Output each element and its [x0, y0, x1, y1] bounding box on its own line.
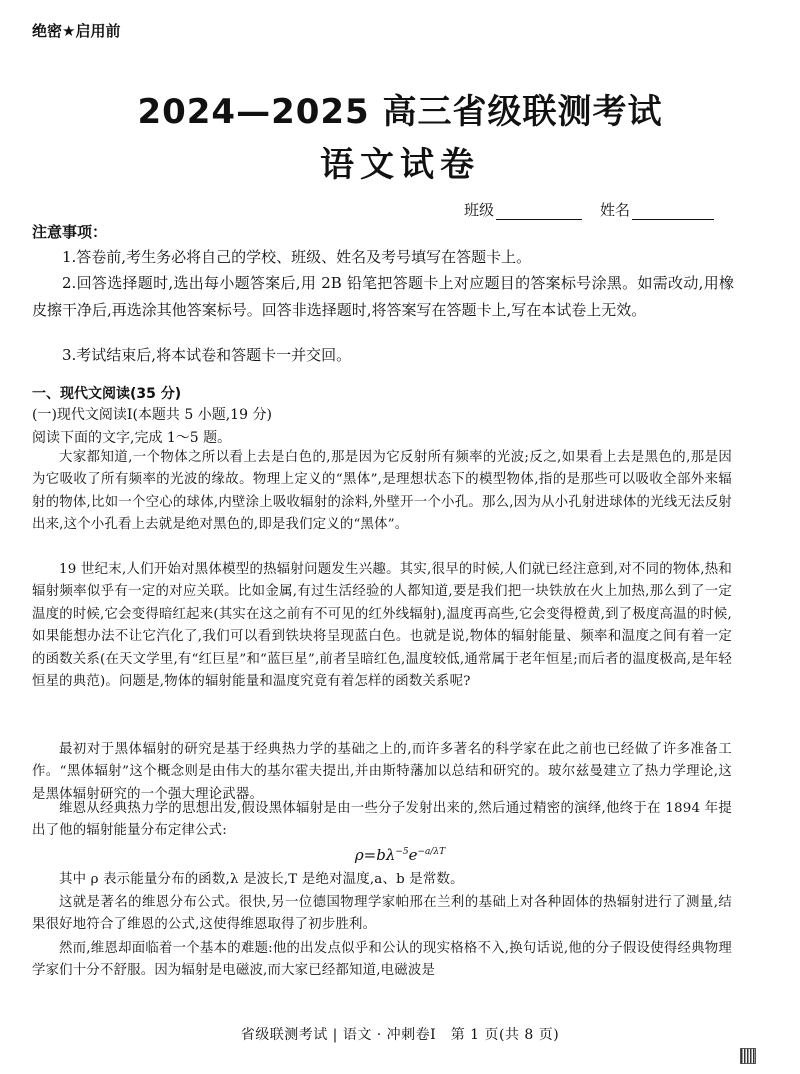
wien-formula	[0, 846, 800, 864]
notice-item: 1.答卷前,考生务必将自己的学校、班级、姓名及考号填写在答题卡上。	[62, 248, 532, 266]
exam-subtitle: 语文试卷	[320, 145, 480, 185]
formula-base: ρ=bλ	[354, 846, 396, 864]
passage-paragraph: 19 世纪末,人们开始对黑体模型的热辐射问题发生兴趣。其实,很早的时候,人们就已经注意到,对不同的物体,热和辐射频率似乎有一定的对应关联。比如金属,有过生活经验的人都知道,要是我们把一块铁放在火上加热,那么到了一定温度的时候,它会变得暗红起来(其实在这之前有不可见的红外线辐射),温度再高些,它会变得橙黄,到了极度高温的时候,如果能想办法不让它汽化了,我们可以看到铁块将呈现蓝白色。也就是说,物体的辐射能量、频率和温度之间有着一定的函数关系(在天文学里,有“红巨星”和“蓝巨星”,前者呈暗红色,温度较低,通常属于老年恒星;而后者的温度极高,是年轻恒星的典范)。问题是,物体的辐射能量和温度究竟有着怎样的函数关系呢?	[32, 562, 732, 690]
passage-paragraph: 这就是著名的维恩分布公式。很快,另一位德国物理学家帕邢在兰利的基础上对各种固体的热辐射进行了测量,结果很好地符合了维恩的公式,这使得维恩取得了初步胜利。	[32, 895, 732, 933]
name-label: 姓名	[599, 201, 630, 219]
notice-item: 3.考试结束后,将本试卷和答题卡一并交回。	[62, 346, 352, 364]
class-label: 班级	[463, 201, 494, 219]
student-info-fields	[464, 199, 714, 220]
section-heading: 一、现代文阅读(35 分)	[32, 386, 182, 402]
notice-heading: 注意事项：	[32, 223, 108, 241]
page-footer: 省级联测考试 | 语文 · 冲刺卷Ⅰ 第 1 页(共 8 页)	[240, 1027, 560, 1043]
formula-e: e	[408, 846, 418, 864]
passage-paragraph: 维恩从经典热力学的思想出发,假设黑体辐射是由一些分子发射出来的,然后通过精密的演绎,他终于在 1894 年提出了他的辐射能量分布定律公式:	[32, 801, 732, 839]
class-field	[464, 199, 582, 220]
section-subheading: (一)现代文阅读Ⅰ(本题共 5 小题,19 分)	[32, 407, 272, 423]
notice-item: 2.回答选择题时,选出每小题答案后,用 2B 铅笔把答题卡上对应题目的答案标号涂黑。如需改动,用橡皮擦干净后,再选涂其他答案标号。回答非选择题时,将答案写在答题卡上,写在本试卷上无效。	[32, 274, 734, 319]
confidential-label: 绝密★启用前	[32, 22, 121, 40]
name-field	[600, 199, 714, 220]
qr-code-icon	[740, 1048, 756, 1064]
passage-paragraph: 然而,维恩却面临着一个基本的难题:他的出发点似乎和公认的现实格格不入,换句话说,他的分子假设使得经典物理学家们十分不舒服。因为辐射是电磁波,而大家已经都知道,电磁波是	[32, 941, 732, 979]
passage-paragraph: 大家都知道,一个物体之所以看上去是白色的,那是因为它反射所有频率的光波;反之,如果看上去是黑色的,那是因为它吸收了所有频率的光波的缘故。物理上定义的“黑体”,是理想状态下的模型物体,指的是那些可以吸收全部外来辐射的物体,比如一个空心的球体,内壁涂上吸收辐射的涂料,外壁开一个小孔。那么,因为从小孔射进球体的光线无法反射出来,这个小孔看上去就是绝对黑色的,即是我们定义的“黑体”。	[32, 450, 732, 533]
formula-exponent-2: −a/λT	[417, 847, 446, 857]
exam-title: 2024—2025 高三省级联测考试	[137, 92, 663, 132]
formula-exponent-1: −5	[395, 847, 409, 857]
name-blank-line	[632, 205, 714, 220]
class-blank-line	[496, 205, 582, 220]
passage-paragraph: 其中 ρ 表示能量分布的函数,λ 是波长,T 是绝对温度,a、b 是常数。	[59, 872, 464, 887]
passage-paragraph: 最初对于黑体辐射的研究是基于经典热力学的基础之上的,而许多著名的科学家在此之前也已经做了许多准备工作。“黑体辐射”这个概念则是由伟大的基尔霍夫提出,并由斯特藩加以总结和研究的。玻尔兹曼建立了热力学理论,这是黑体辐射研究的一个强大理论武器。	[32, 742, 732, 802]
reading-instruction: 阅读下面的文字,完成 1～5 题。	[32, 430, 232, 446]
